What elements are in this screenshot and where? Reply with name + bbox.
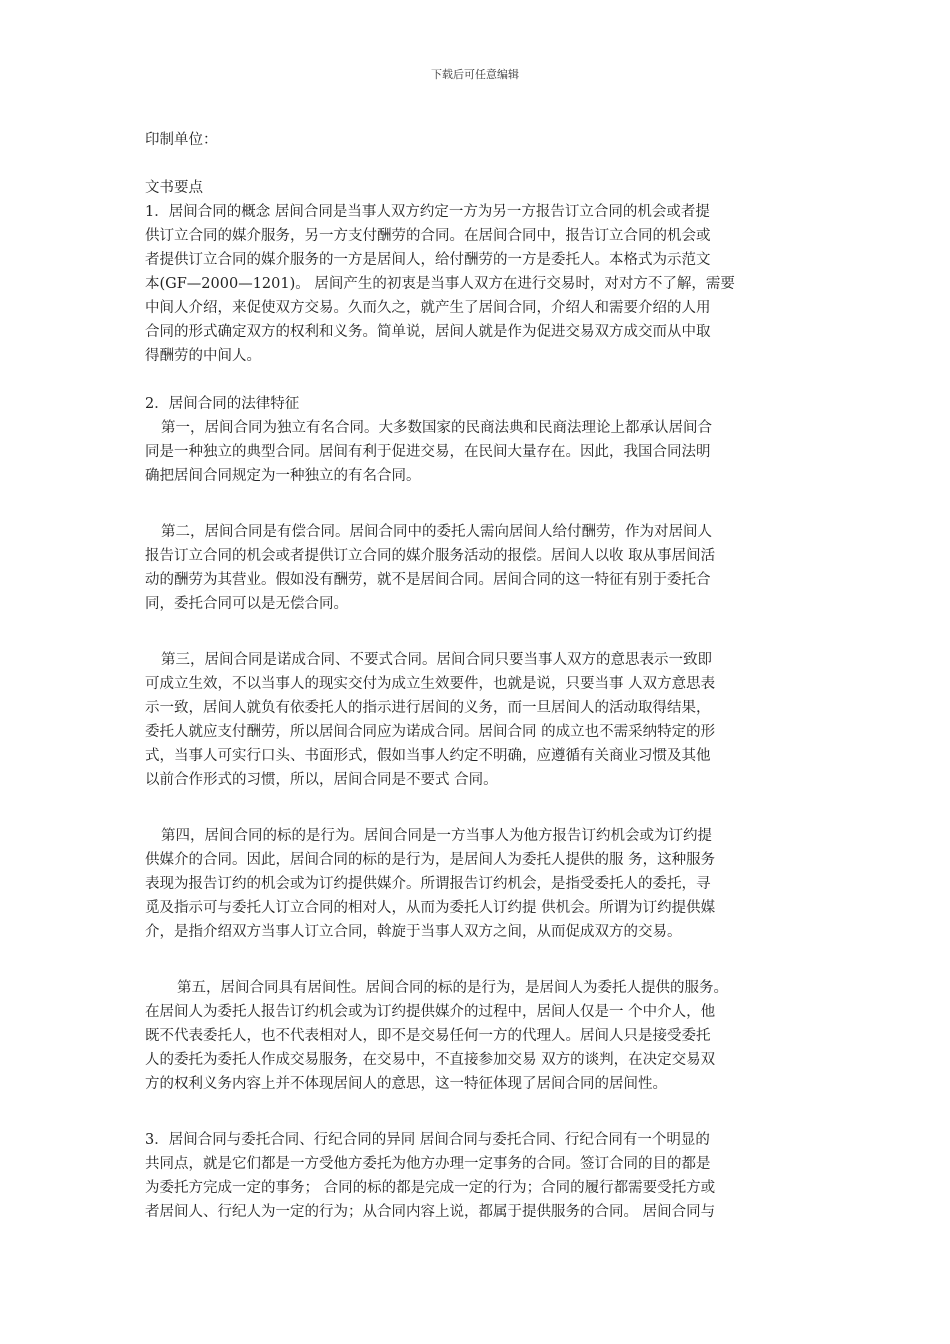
text-line: 1．居间合同的概念 居间合同是当事人双方约定一方为另一方报告订立合同的机会或者提 [145, 204, 710, 220]
text-line: 方的权利义务内容上并不体现居间人的意思，这一特征体现了居间合同的居间性。 [145, 1076, 667, 1092]
text-line: 同是一种独立的典型合同。居间有利于促进交易，在民间大量存在。因此，我国合同法明 [145, 444, 711, 460]
text-line: 第五，居间合同具有居间性。居间合同的标的是行为，是居间人为委托人提供的服务。 [177, 980, 728, 996]
text-line: 式，当事人可实行口头、书面形式，假如当事人约定不明确，应遵循有关商业习惯及其他 [145, 748, 711, 764]
document-body [145, 128, 811, 1224]
feature-1-paragraph [145, 416, 811, 488]
text-line: 觅及指示可与委托人订立合同的相对人，从而为委托人订约提 供机会。所谓为订约提供媒 [145, 900, 716, 916]
text-line: 共同点，就是它们都是一方受他方委托为他方办理一定事务的合同。签订合同的目的都是 [145, 1156, 711, 1172]
text-line: 示一致，居间人就负有依委托人的指示进行居间的义务，而一旦居间人的活动取得结果， [145, 700, 711, 716]
text-line: 本(GF—2000—1201)。 居间产生的初衷是当事人双方在进行交易时，对对方不了解，需要 [145, 276, 735, 292]
text-line: 第一，居间合同为独立有名合同。大多数国家的民商法典和民商法理论上都承认居间合 [161, 420, 712, 436]
text-line: 供媒介的合同。因此，居间合同的标的是行为，是居间人为委托人提供的服 务，这种服务 [145, 852, 716, 868]
section-3-comparison [145, 1128, 811, 1224]
feature-5-paragraph [145, 976, 811, 1096]
text-line: 动的酬劳为其营业。假如没有酬劳，就不是居间合同。居间合同的这一特征有别于委托合 [145, 572, 711, 588]
text-line: 3．居间合同与委托合同、行纪合同的异同 居间合同与委托合同、行纪合同有一个明显的 [145, 1132, 710, 1148]
text-line: 得酬劳的中间人。 [145, 348, 261, 364]
text-line: 确把居间合同规定为一种独立的有名合同。 [145, 468, 421, 484]
text-line: 介，是指介绍双方当事人订立合同，斡旋于当事人双方之间，从而促成双方的交易。 [145, 924, 682, 940]
text-line: 在居间人为委托人报告订约机会或为订约提供媒介的过程中，居间人仅是一 个中介人，他 [145, 1004, 716, 1020]
text-line: 第二，居间合同是有偿合同。居间合同中的委托人需向居间人给付酬劳，作为对居间人 [161, 524, 712, 540]
page-header: 下载后可任意编辑 [431, 68, 519, 81]
text-line: 为委托方完成一定的事务； 合同的标的都是完成一定的行为；合同的履行都需要受托方或 [145, 1180, 716, 1196]
feature-3-paragraph [145, 648, 811, 792]
text-line: 人的委托为委托人作成交易服务，在交易中，不直接参加交易 双方的谈判，在决定交易双 [145, 1052, 716, 1068]
printing-unit-label: 印制单位： [145, 132, 218, 148]
document-heading: 文书要点 [145, 180, 203, 196]
feature-2-paragraph [145, 520, 811, 616]
text-line: 者提供订立合同的媒介服务的一方是居间人，给付酬劳的一方是委托人。本格式为示范文 [145, 252, 711, 268]
text-line: 可成立生效，不以当事人的现实交付为成立生效要件，也就是说，只要当事 人双方意思表 [145, 676, 716, 692]
text-line: 第三，居间合同是诺成合同、不要式合同。居间合同只要当事人双方的意思表示一致即 [161, 652, 712, 668]
text-line: 报告订立合同的机会或者提供订立合同的媒介服务活动的报偿。居间人以收 取从事居间活 [145, 548, 716, 564]
text-line: 第四，居间合同的标的是行为。居间合同是一方当事人为他方报告订约机会或为订约提 [161, 828, 712, 844]
feature-4-paragraph [145, 824, 811, 944]
section-2-title: 2．居间合同的法律特征 [145, 396, 300, 412]
text-line: 者居间人、行纪人为一定的行为；从合同内容上说，都属于提供服务的合同。 居间合同与 [145, 1204, 716, 1220]
text-line: 中间人介绍，来促使双方交易。久而久之，就产生了居间合同，介绍人和需要介绍的人用 [145, 300, 711, 316]
section-1-concept [145, 200, 811, 368]
text-line: 同，委托合同可以是无偿合同。 [145, 596, 348, 612]
text-line: 以前合作形式的习惯，所以，居间合同是不要式 合同。 [145, 772, 498, 788]
text-line: 委托人就应支付酬劳，所以居间合同应为诺成合同。居间合同 的成立也不需采纳特定的形 [145, 724, 716, 740]
text-line: 既不代表委托人，也不代表相对人，即不是交易任何一方的代理人。居间人只是接受委托 [145, 1028, 711, 1044]
text-line: 供订立合同的媒介服务，另一方支付酬劳的合同。在居间合同中，报告订立合同的机会或 [145, 228, 711, 244]
text-line: 表现为报告订约的机会或为订约提供媒介。所谓报告订约机会，是指受委托人的委托，寻 [145, 876, 711, 892]
text-line: 合同的形式确定双方的权利和义务。简单说，居间人就是作为促进交易双方成交而从中取 [145, 324, 711, 340]
